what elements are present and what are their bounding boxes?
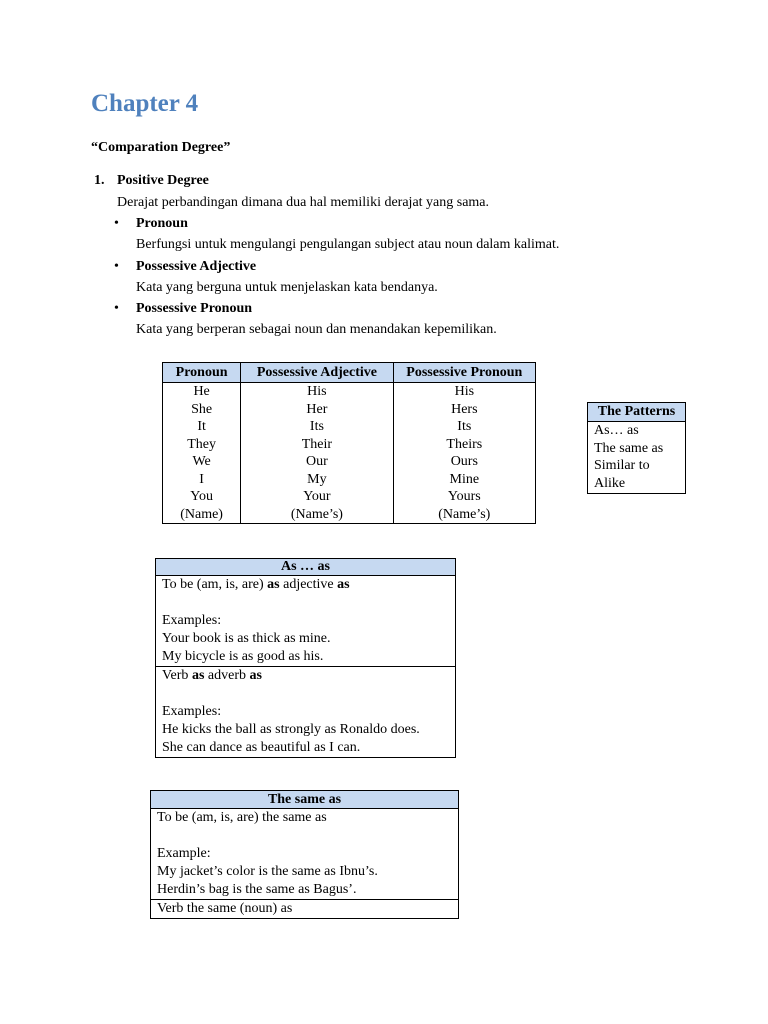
pattern-keyword: as	[191, 668, 205, 683]
pattern-keyword: as	[337, 577, 350, 592]
example-sentence: Your book is as thick as mine.	[162, 631, 331, 646]
example-sentence: Herdin’s bag is the same as Bagus’.	[157, 882, 357, 897]
examples-label: Examples:	[162, 613, 222, 628]
table-row	[163, 383, 536, 401]
section-number: 1.	[94, 173, 105, 188]
same-as-pattern-1	[151, 809, 459, 900]
pattern-line: To be (am, is, are) the same as	[157, 810, 327, 825]
pattern-text: adverb	[204, 668, 250, 683]
table-cell: Its	[241, 418, 393, 436]
chapter-title: Chapter 4	[91, 90, 199, 117]
bullet-icon: •	[114, 216, 119, 231]
table-cell: (Name’s)	[241, 506, 393, 524]
example-sentence: He kicks the ball as strongly as Ronaldo does.	[162, 722, 420, 737]
pattern-item: The same as	[594, 440, 664, 456]
bullet-desc-possessive-pronoun: Kata yang berperan sebagai noun dan menandakan kepemilikan.	[136, 322, 497, 337]
pattern-text: Verb	[162, 668, 192, 683]
as-as-table	[155, 558, 456, 758]
bullet-icon: •	[114, 259, 119, 274]
table-cell: I	[163, 471, 241, 489]
pattern-item: As… as	[594, 423, 639, 438]
as-as-pattern-1	[156, 576, 456, 667]
table-cell: Their	[241, 436, 393, 454]
table-cell: You	[163, 488, 241, 506]
bullet-title-possessive-adjective: Possessive Adjective	[136, 259, 257, 274]
chapter-subtitle: “Comparation Degree”	[91, 140, 231, 155]
bullet-desc-possessive-adjective: Kata yang berguna untuk menjelaskan kata bendanya.	[136, 280, 438, 295]
as-as-title: As … as	[156, 559, 456, 576]
table-cell: My	[241, 471, 393, 489]
table-cell: Theirs	[393, 436, 535, 454]
table-row	[163, 453, 536, 471]
pattern-text: To be (am, is, are)	[162, 577, 268, 592]
table-cell: Ours	[393, 453, 535, 471]
table-cell: We	[163, 453, 241, 471]
table-cell: They	[163, 436, 241, 454]
bullet-title-possessive-pronoun: Possessive Pronoun	[136, 301, 253, 316]
same-as-table	[150, 790, 459, 919]
same-as-title: The same as	[151, 791, 459, 809]
table-row	[163, 401, 536, 419]
pattern-item: Similar to	[594, 458, 650, 474]
bullet-title-pronoun: Pronoun	[136, 216, 188, 231]
table-cell: Her	[241, 401, 393, 419]
column-header: Possessive Adjective	[241, 363, 393, 383]
table-row	[163, 488, 536, 506]
examples-label: Examples:	[162, 704, 222, 719]
as-as-pattern-2	[156, 667, 456, 758]
table-cell: (Name’s)	[393, 506, 535, 524]
column-header: Possessive Pronoun	[393, 363, 535, 383]
pattern-keyword: as	[267, 577, 280, 592]
section-heading: Positive Degree	[117, 173, 209, 188]
pronoun-table	[162, 362, 536, 524]
pattern-keyword: as	[249, 668, 262, 683]
same-as-pattern-2: Verb the same (noun) as	[151, 900, 459, 919]
patterns-title: The Patterns	[588, 403, 686, 422]
table-cell: Hers	[393, 401, 535, 419]
pattern-item: Alike	[594, 476, 626, 492]
column-header: Pronoun	[163, 363, 241, 383]
table-cell: His	[393, 383, 535, 401]
examples-label: Example:	[157, 846, 211, 861]
table-cell: His	[241, 383, 393, 401]
example-sentence: My jacket’s color is the same as Ibnu’s.	[157, 864, 378, 879]
example-sentence: My bicycle is as good as his.	[162, 649, 324, 664]
table-row	[163, 506, 536, 524]
table-cell: Mine	[393, 471, 535, 489]
example-sentence: She can dance as beautiful as I can.	[162, 740, 361, 755]
table-cell: Your	[241, 488, 393, 506]
patterns-table	[587, 402, 686, 494]
pattern-line	[162, 667, 455, 685]
section-description: Derajat perbandingan dimana dua hal memiliki derajat yang sama.	[117, 195, 490, 210]
table-cell: (Name)	[163, 506, 241, 524]
pattern-text: adjective	[279, 577, 338, 592]
pronoun-table-header	[163, 363, 536, 383]
table-row	[163, 436, 536, 454]
table-cell: She	[163, 401, 241, 419]
table-row	[163, 418, 536, 436]
bullet-desc-pronoun: Berfungsi untuk mengulangi pengulangan subject atau noun dalam kalimat.	[136, 237, 560, 252]
table-cell: Our	[241, 453, 393, 471]
bullet-icon: •	[114, 301, 119, 316]
table-cell: Yours	[393, 488, 535, 506]
table-cell: He	[163, 383, 241, 401]
pattern-line	[162, 576, 455, 594]
table-cell: Its	[393, 418, 535, 436]
table-row	[163, 471, 536, 489]
table-cell: It	[163, 418, 241, 436]
